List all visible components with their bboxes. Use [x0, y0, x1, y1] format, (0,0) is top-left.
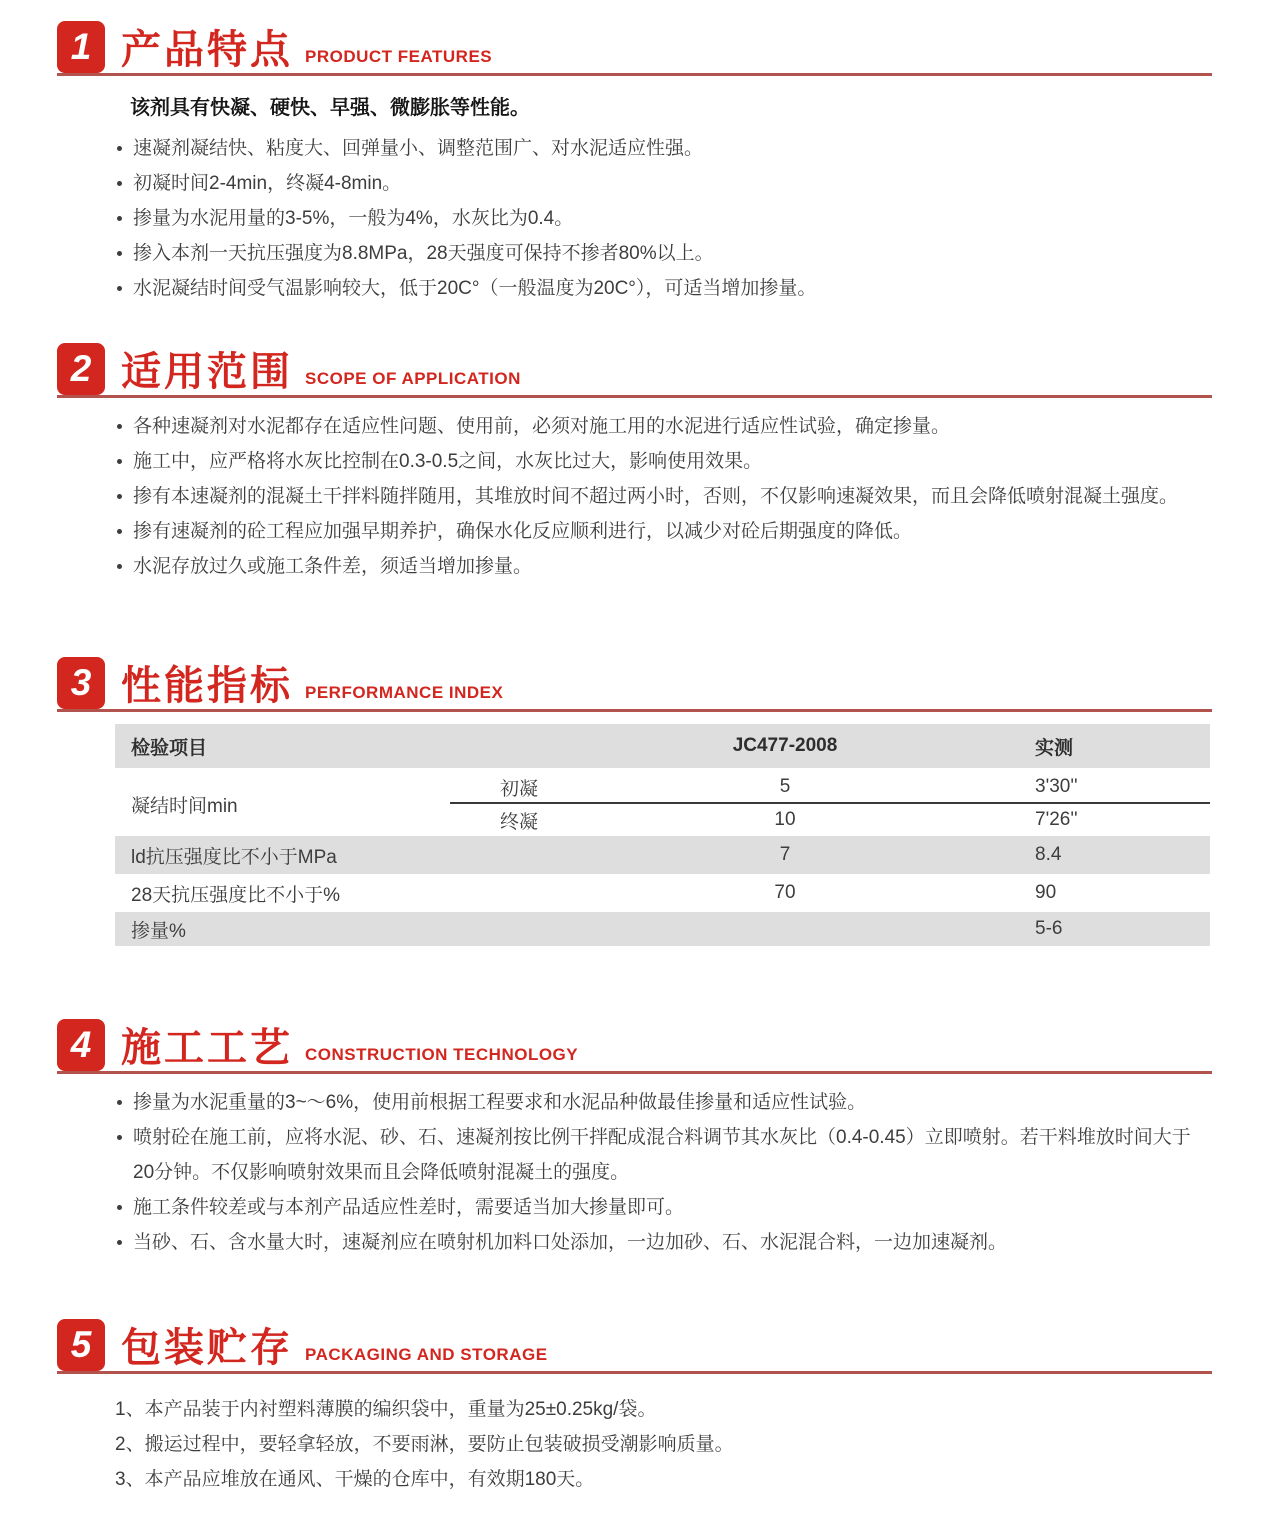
section-subtitle-en: PACKAGING AND STORAGE — [305, 1345, 548, 1364]
section-construction-technology — [0, 1016, 1280, 1260]
list-item: 1、本产品装于内衬塑料薄膜的编织袋中，重量为25±0.25kg/袋。 — [115, 1399, 657, 1420]
section-header — [57, 340, 1212, 398]
section-number-badge: 4 — [57, 1019, 105, 1071]
section-header — [57, 18, 1212, 76]
bullet-item: 掺量为水泥重量的3~～6%，使用前根据工程要求和水泥品种做最佳掺量和适应性试验。 — [115, 1085, 1205, 1120]
cell-measured: 3'30'' — [1035, 776, 1078, 797]
setting-subrows — [450, 772, 1210, 836]
bullet-item: 水泥存放过久或施工条件差，须适当增加掺量。 — [115, 549, 1205, 584]
bullet-item: 掺入本剂一天抗压强度为8.8MPa，28天强度可保持不掺者80%以上。 — [115, 236, 1205, 271]
cell-item: ld抗压强度比不小于MPa — [131, 846, 337, 868]
bullet-list — [115, 409, 1205, 584]
performance-table — [115, 724, 1210, 946]
bullet-item: 速凝剂凝结快、粘度大、回弹量小、调整范围广、对水泥适应性强。 — [115, 131, 1205, 166]
section-product-features — [0, 18, 1280, 306]
bullet-list — [115, 1085, 1205, 1260]
section-title: 施工工艺 — [121, 1026, 293, 1070]
bullet-item: 初凝时间2-4min，终凝4-8min。 — [115, 166, 1205, 201]
cell-sub-name: 终凝 — [500, 811, 539, 833]
section-subtitle-en: PRODUCT FEATURES — [305, 47, 493, 66]
section-header — [57, 1316, 1212, 1374]
cell-standard: 70 — [774, 882, 796, 903]
list-item: 3、本产品应堆放在通风、干燥的仓库中，有效期180天。 — [115, 1469, 595, 1490]
section-title: 性能指标 — [121, 664, 293, 708]
list-item: 2、搬运过程中，要轻拿轻放，不要雨淋，要防止包装破损受潮影响质量。 — [115, 1434, 734, 1455]
section-number-badge: 5 — [57, 1319, 105, 1371]
section-title: 产品特点 — [121, 28, 293, 72]
table-row — [115, 912, 1210, 946]
cell-sub-name: 初凝 — [500, 778, 539, 800]
cell-standard: 5 — [779, 776, 791, 797]
section-subtitle-en: SCOPE OF APPLICATION — [305, 369, 521, 388]
numbered-list — [115, 1392, 1205, 1497]
cell-item: 28天抗压强度比不小于% — [131, 884, 341, 906]
section-performance-index — [0, 654, 1280, 946]
bullet-item: 掺有本速凝剂的混凝土干拌料随拌随用，其堆放时间不超过两小时，否则，不仅影响速凝效果，而且会降低喷射混凝土强度。 — [115, 479, 1205, 514]
section-title: 包装贮存 — [121, 1326, 293, 1370]
section-header — [57, 1016, 1212, 1074]
section-header — [57, 654, 1212, 712]
section-intro: 该剂具有快凝、硬快、早强、微膨胀等性能。 — [130, 97, 530, 119]
section-subtitle-en: CONSTRUCTION TECHNOLOGY — [305, 1045, 579, 1064]
bullet-item: 施工中，应严格将水灰比控制在0.3-0.5之间，水灰比过大，影响使用效果。 — [115, 444, 1205, 479]
cell-standard: 10 — [774, 809, 796, 830]
cell-measured: 5-6 — [1035, 918, 1063, 939]
cell-item: 掺量% — [131, 920, 186, 942]
bullet-item: 喷射砼在施工前，应将水泥、砂、石、速凝剂按比例干拌配成混合料调节其水灰比（0.4-0.45）立即喷射。若干料堆放时间大于20分钟。不仅影响喷射效果而且会降低喷射混凝土的强度。 — [115, 1120, 1205, 1190]
subrow-final-set — [450, 804, 1210, 836]
header-cell-standard: JC477-2008 — [732, 735, 838, 756]
section-packaging-and-storage — [0, 1316, 1280, 1497]
bullet-item: 各种速凝剂对水泥都存在适应性问题、使用前，必须对施工用的水泥进行适应性试验，确定掺量。 — [115, 409, 1205, 444]
section-title: 适用范围 — [121, 350, 293, 394]
table-row — [115, 874, 1210, 912]
bullet-item: 水泥凝结时间受气温影响较大，低于20C°（一般温度为20C°），可适当增加掺量。 — [115, 271, 1205, 306]
cell-measured: 8.4 — [1035, 844, 1062, 865]
table-header-row — [115, 724, 1210, 768]
section-number-badge: 3 — [57, 657, 105, 709]
cell-measured: 90 — [1035, 882, 1057, 903]
header-cell-item: 检验项目 — [131, 737, 208, 759]
section-number-badge: 2 — [57, 343, 105, 395]
table-row-setting-time — [115, 772, 1210, 836]
bullet-item: 掺有速凝剂的砼工程应加强早期养护，确保水化反应顺利进行，以减少对砼后期强度的降低。 — [115, 514, 1205, 549]
bullet-list — [115, 131, 1205, 306]
bullet-item: 掺量为水泥用量的3-5%，一般为4%，水灰比为0.4。 — [115, 201, 1205, 236]
header-cell-measured: 实测 — [1035, 737, 1074, 759]
section-number-badge: 1 — [57, 21, 105, 73]
section-subtitle-en: PERFORMANCE INDEX — [305, 683, 504, 702]
section-scope-of-application — [0, 340, 1280, 584]
cell-item: 凝结时间min — [131, 795, 238, 817]
subrow-initial-set — [450, 772, 1210, 804]
cell-standard: 7 — [779, 844, 791, 865]
table-row — [115, 836, 1210, 874]
bullet-item: 当砂、石、含水量大时，速凝剂应在喷射机加料口处添加，一边加砂、石、水泥混合料，一边加速凝剂。 — [115, 1225, 1205, 1260]
cell-measured: 7'26'' — [1035, 809, 1078, 830]
bullet-item: 施工条件较差或与本剂产品适应性差时，需要适当加大掺量即可。 — [115, 1190, 1205, 1225]
